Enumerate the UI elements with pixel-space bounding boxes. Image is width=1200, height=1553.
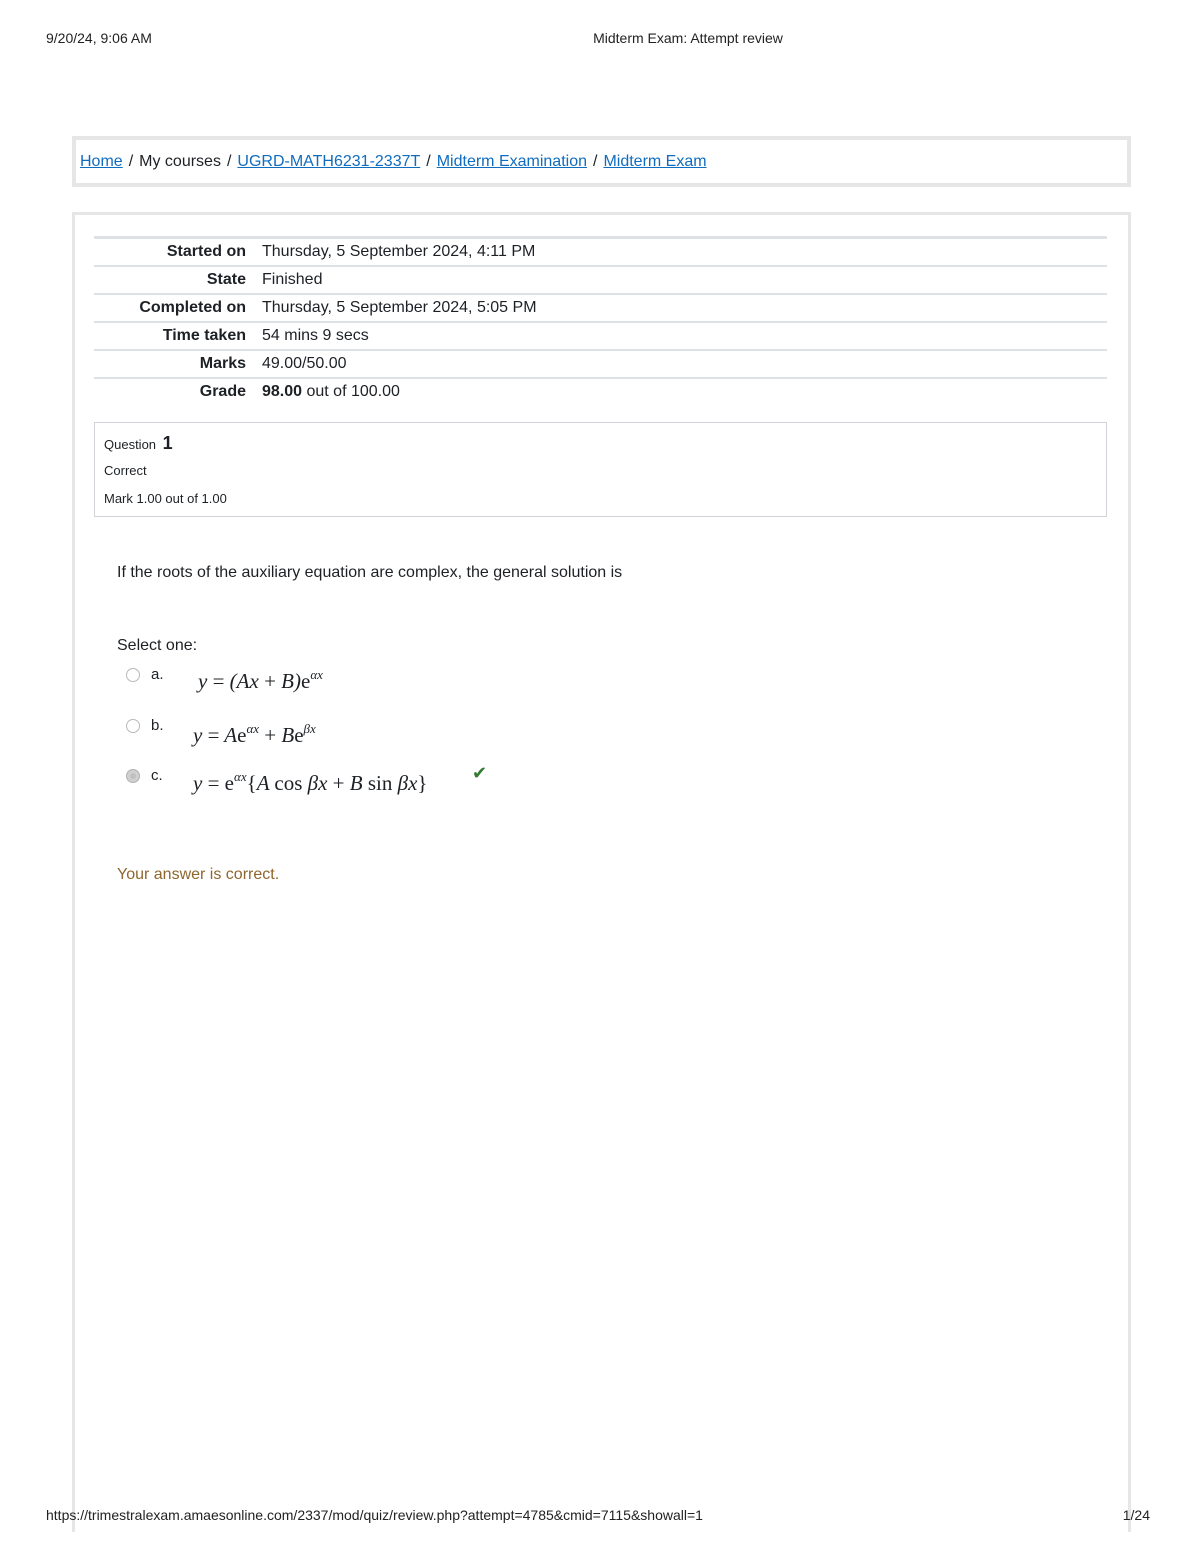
summary-row-started [94,238,1107,266]
summary-value: Thursday, 5 September 2024, 5:05 PM [262,298,537,316]
summary-row-state [94,266,1107,294]
summary-value [256,378,1107,406]
question-state: Correct [104,463,147,478]
breadcrumb-course-link[interactable]: UGRD-MATH6231-2337T [237,153,421,170]
summary-row-time-taken [94,322,1107,350]
breadcrumb-separator: / [128,153,134,170]
breadcrumb-my-courses: My courses [139,153,221,170]
radio-button[interactable] [126,668,140,682]
breadcrumb-quiz-link[interactable]: Midterm Exam [603,153,707,170]
select-prompt: Select one: [117,637,198,654]
summary-value: 54 mins 9 secs [262,326,369,344]
summary-value: 49.00/50.00 [262,354,347,372]
question-number [104,433,173,454]
breadcrumb-section-link[interactable]: Midterm Examination [436,153,587,170]
question-label: Question [104,437,157,452]
summary-value: Thursday, 5 September 2024, 4:11 PM [262,242,536,260]
question-text: If the roots of the auxiliary equation are complex, the general solution is [117,564,623,581]
answer-feedback: Your answer is correct. [117,866,280,883]
radio-button[interactable] [126,719,140,733]
answer-option-c[interactable] [126,763,506,799]
summary-row-marks [94,350,1107,378]
option-formula: $y = e^{\alpha x}\{A$ cos βx + B sin βx} [193,769,428,795]
question-mark: Mark 1.00 out of 1.00 [104,491,227,506]
summary-label: Marks [199,354,246,372]
summary-value: Finished [262,270,323,288]
breadcrumb-separator: / [593,153,598,170]
breadcrumb-separator: / [426,153,431,170]
summary-label: Completed on [139,298,246,316]
print-header [0,30,1200,50]
grade-out-of: out of 100.00 [302,383,400,400]
correct-check-icon: ✔ [472,763,488,784]
summary-label: Grade [199,383,246,400]
grade-value: 98.00 [262,383,303,400]
breadcrumb [80,153,707,171]
option-formula: $y = (Ax + B)e^{\alpha x}$ [198,667,323,693]
breadcrumb-separator: / [226,153,232,170]
print-url: https://trimestralexam.amaesonline.com/2337/mod/quiz/review.php?attempt=4785&cmid=7115&showall=1 [46,1507,703,1523]
question-number-value: 1 [162,433,173,453]
option-letter: a. [151,666,164,683]
answer-option-a[interactable] [126,668,386,698]
summary-label: State [206,270,246,288]
radio-button-selected[interactable] [126,769,140,783]
print-page-number: 1/24 [1122,1507,1150,1523]
attempt-summary-table [94,236,1107,406]
breadcrumb-container [72,136,1131,187]
print-footer [0,1507,1200,1527]
summary-row-completed [94,294,1107,322]
breadcrumb-home-link[interactable]: Home [80,153,123,170]
print-page-title: Midterm Exam: Attempt review [593,30,783,46]
summary-label: Started on [166,242,246,260]
summary-label: Time taken [162,326,246,344]
answer-option-b[interactable] [126,719,386,749]
option-letter: b. [151,717,164,734]
print-datetime: 9/20/24, 9:06 AM [46,30,152,46]
option-formula: $y = Ae^{\alpha x} + Be^{\beta x}$ [193,721,316,747]
option-letter: c. [151,767,163,784]
question-info-box [94,422,1107,517]
summary-row-grade [94,378,1107,406]
